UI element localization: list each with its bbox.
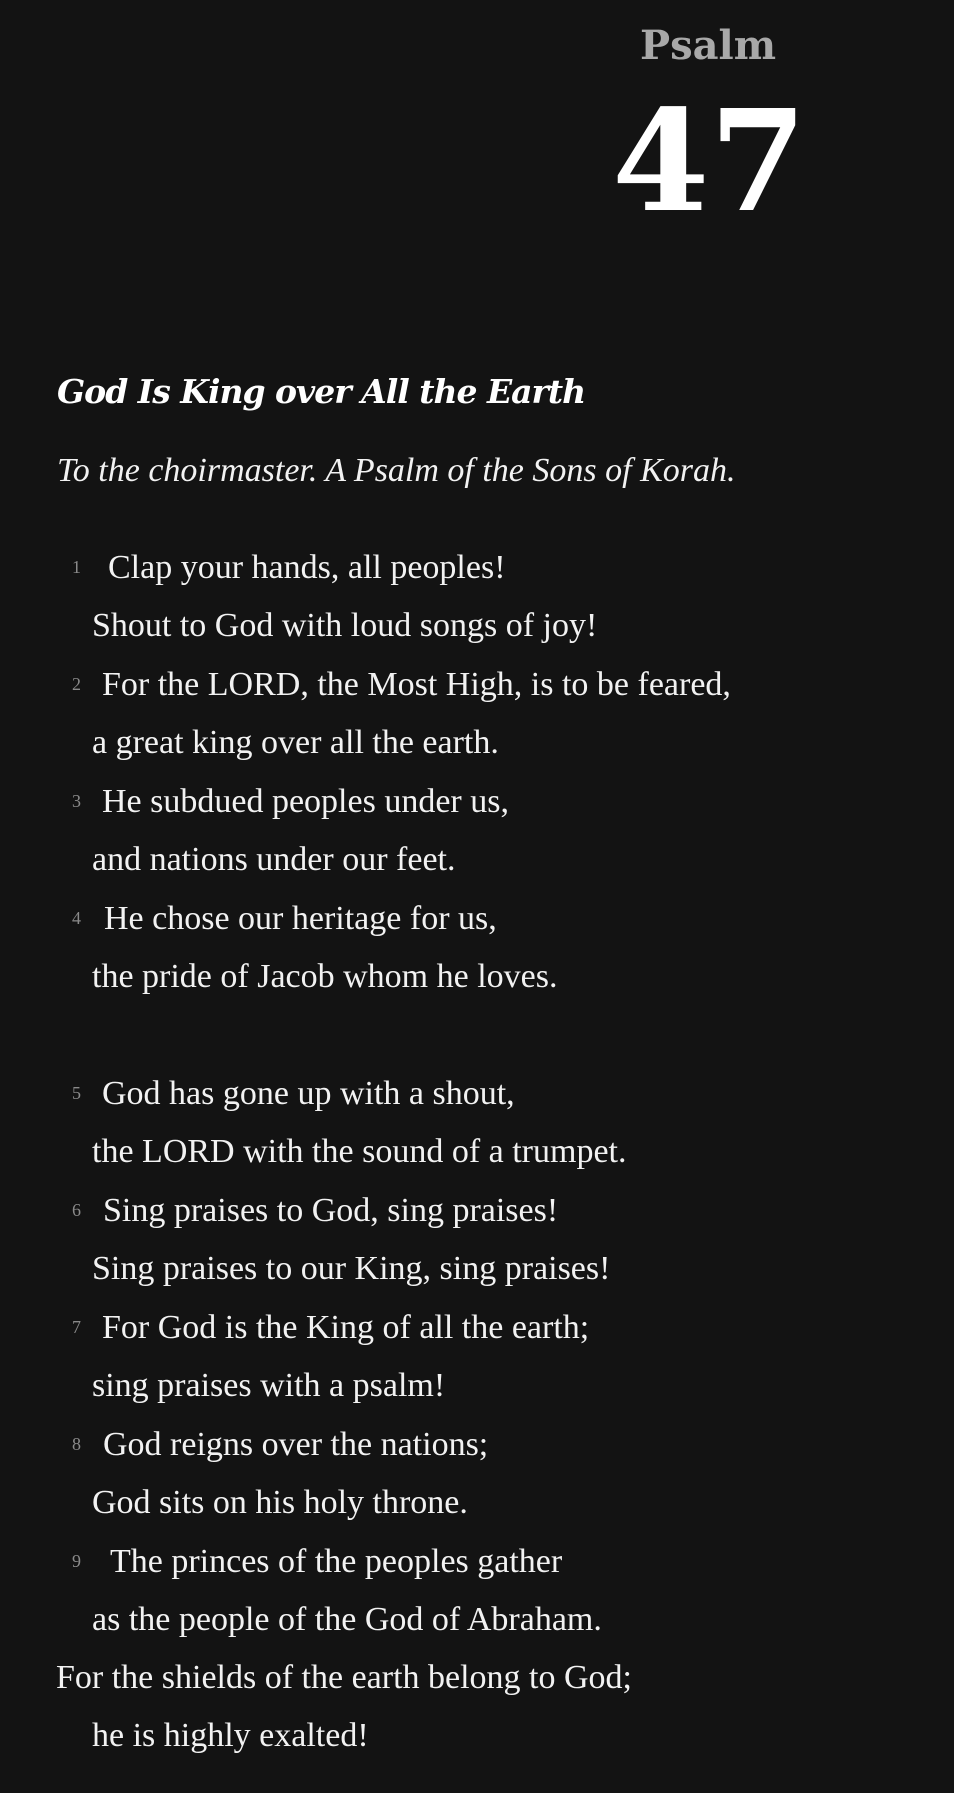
superscription: To the choirmaster. A Psalm of the Sons of Korah. — [57, 452, 736, 489]
verse-number: 3 — [72, 791, 81, 811]
verse-line: For God is the King of all the earth; — [102, 1309, 590, 1346]
verse-line: Shout to God with loud songs of joy! — [92, 607, 598, 644]
verse-line: He chose our heritage for us, — [104, 900, 497, 937]
verse-number: 9 — [72, 1551, 81, 1571]
section-heading: God Is King over All the Earth — [57, 372, 586, 411]
verse-line: and nations under our feet. — [92, 841, 456, 878]
verse-line: God reigns over the nations; — [103, 1426, 489, 1463]
verse-line: Sing praises to God, sing praises! — [103, 1192, 559, 1229]
verse-line: as the people of the God of Abraham. — [92, 1601, 602, 1638]
verse-line: God has gone up with a shout, — [102, 1075, 515, 1112]
verse-line: the pride of Jacob whom he loves. — [92, 958, 558, 995]
verse-line: Sing praises to our King, sing praises! — [92, 1250, 611, 1287]
chapter-header — [0, 0, 954, 300]
verse-line: The princes of the peoples gather — [110, 1543, 563, 1580]
verse-number: 6 — [72, 1200, 81, 1220]
verse-number: 4 — [72, 908, 81, 928]
verse-line: he is highly exalted! — [92, 1717, 369, 1754]
verse-line: For the shields of the earth belong to God; — [56, 1659, 633, 1696]
divine-name: LORD — [142, 1133, 235, 1170]
verse-number: 5 — [72, 1083, 81, 1103]
verse-line: a great king over all the earth. — [92, 724, 499, 761]
verse-number: 8 — [72, 1434, 81, 1454]
verse-number: 7 — [72, 1317, 81, 1337]
book-label: Psalm — [640, 22, 777, 69]
verse-number: 1 — [72, 557, 81, 577]
verse-line: Clap your hands, all peoples! — [108, 549, 506, 586]
verse-line: God sits on his holy throne. — [92, 1484, 468, 1521]
verse-line: sing praises with a psalm! — [92, 1367, 446, 1404]
chapter-number: 47 — [612, 80, 807, 244]
verse-line: the LORD with the sound of a trumpet. — [92, 1133, 627, 1170]
verse-line: For the LORD, the Most High, is to be feared, — [102, 666, 731, 703]
verse-number: 2 — [72, 674, 81, 694]
verse-line: He subdued peoples under us, — [102, 783, 509, 820]
divine-name: LORD — [207, 666, 301, 703]
